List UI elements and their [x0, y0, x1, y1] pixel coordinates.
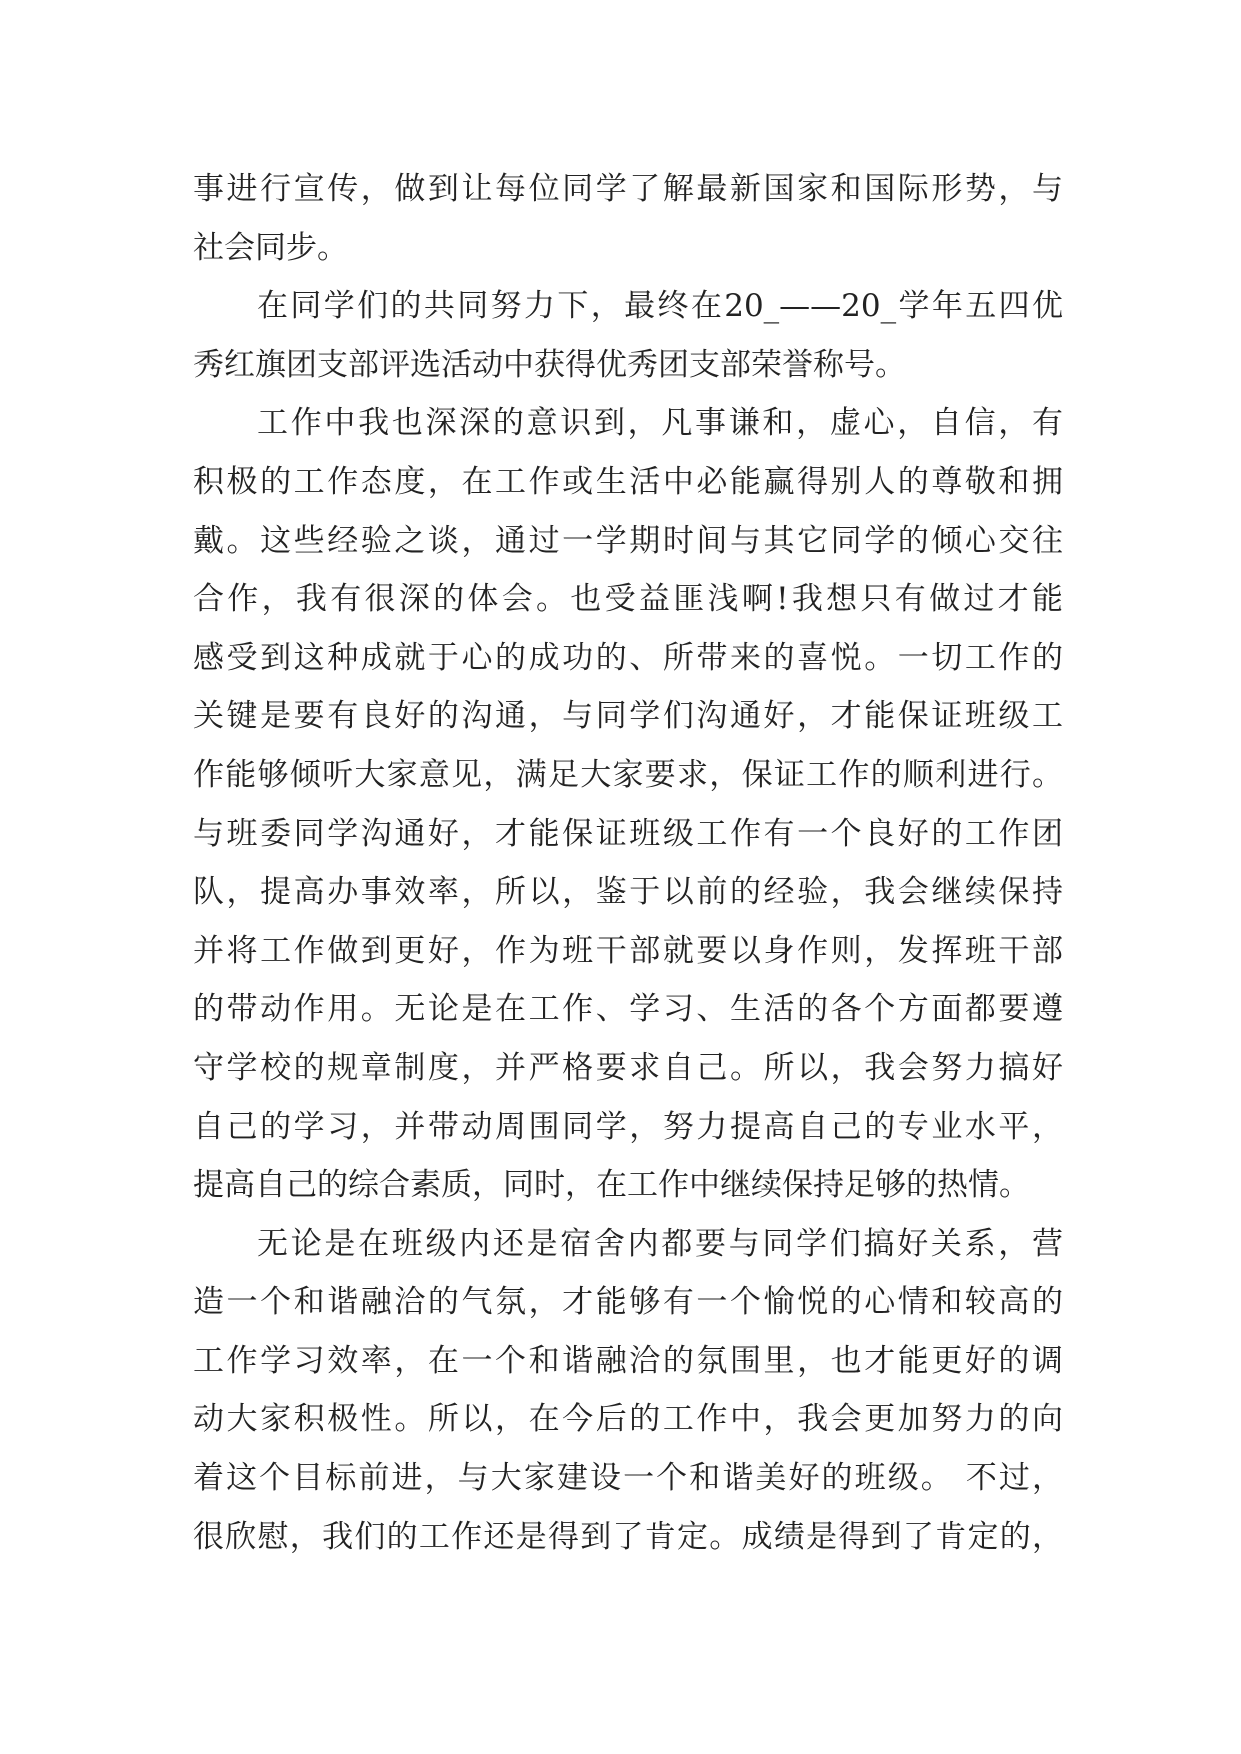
text-line: 社会同步。 [193, 229, 348, 266]
text-line: 着这个目标前进，与大家建设一个和谐美好的班级。 不过， [193, 1460, 1063, 1497]
text-line: 并将工作做到更好，作为班干部就要以身作则，发挥班干部 [193, 932, 1063, 969]
text-line: 关键是要有良好的沟通，与同学们沟通好，才能保证班级工 [193, 698, 1063, 735]
text-line: 自己的学习，并带动周围同学，努力提高自己的专业水平， [193, 1108, 1063, 1145]
text-line: 工作学习效率，在一个和谐融洽的氛围里，也才能更好的调 [193, 1342, 1063, 1379]
text-line: 的带动作用。无论是在工作、学习、生活的各个方面都要遵 [193, 991, 1063, 1028]
text-line: 动大家积极性。所以，在今后的工作中，我会更加努力的向 [193, 1401, 1063, 1438]
text-line: 秀红旗团支部评选活动中获得优秀团支部荣誉称号。 [193, 346, 906, 383]
text-line: 无论是在班级内还是宿舍内都要与同学们搞好关系，营 [257, 1225, 1063, 1262]
text-line: 戴。这些经验之谈，通过一学期时间与其它同学的倾心交往 [193, 522, 1063, 559]
text-line: 合作，我有很深的体会。也受益匪浅啊!我想只有做过才能 [193, 581, 1063, 618]
text-line: 造一个和谐融洽的气氛，才能够有一个愉悦的心情和较高的 [193, 1284, 1063, 1321]
text-line: 很欣慰，我们的工作还是得到了肯定。成绩是得到了肯定的， [193, 1518, 1063, 1555]
text-line: 作能够倾听大家意见，满足大家要求，保证工作的顺利进行。 [193, 756, 1063, 793]
text-line: 事进行宣传，做到让每位同学了解最新国家和国际形势，与 [193, 171, 1063, 207]
text-line: 感受到这种成就于心的成功的、所带来的喜悦。一切工作的 [193, 639, 1063, 676]
text-line: 与班委同学沟通好，才能保证班级工作有一个良好的工作团 [193, 815, 1063, 852]
text-line: 提高自己的综合素质，同时，在工作中继续保持足够的热情。 [193, 1167, 1030, 1204]
text-line: 在同学们的共同努力下，最终在20_——20_学年五四优 [257, 288, 1063, 325]
text-line: 守学校的规章制度，并严格要求自己。所以，我会努力搞好 [193, 1049, 1063, 1086]
text-line: 工作中我也深深的意识到，凡事谦和，虚心，自信，有 [257, 405, 1063, 442]
body-text [193, 160, 1063, 1566]
text-line: 积极的工作态度，在工作或生活中必能赢得别人的尊敬和拥 [193, 463, 1063, 500]
text-line: 队，提高办事效率，所以，鉴于以前的经验，我会继续保持 [193, 874, 1063, 911]
